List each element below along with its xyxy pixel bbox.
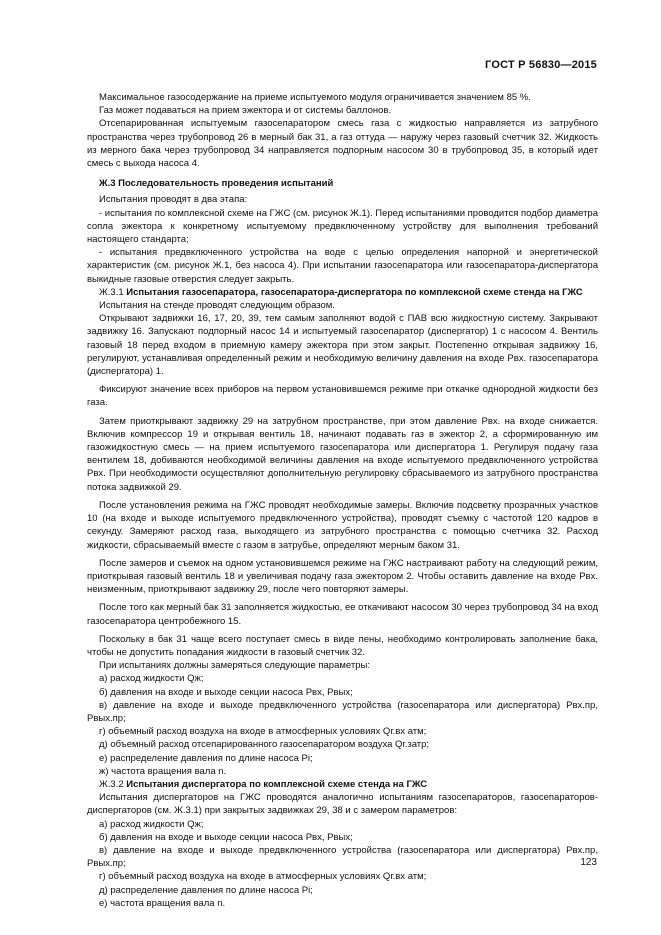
section-heading-j3: Ж.3 Последовательность проведения испытаний: [99, 178, 334, 190]
parameter-item: г) объемный расход воздуха на входе в атмосферных условиях Qг.вх атм;: [99, 726, 427, 738]
subsection-title: Испытания диспергатора по комплексной схеме стенда на ГЖС: [126, 778, 428, 790]
document-body: [87, 91, 598, 910]
parameter-item: б) давления на входе и выходе секции насоса Pвх, Pвых;: [99, 686, 353, 698]
subsection-heading-j31: [87, 286, 598, 299]
page-number: 123: [580, 857, 597, 868]
paragraph: После того как мерный бак 31 заполняется жидкостью, ее откачивают насосом 30 через трубопровод 34 на вход газосепаратора центробежного 15.: [87, 602, 598, 627]
paragraph: Поскольку в бак 31 чаще всего поступает смесь в виде пены, необходимо контролировать заполнение бака, чтобы не допустить попадания жидкости в газовый счетчик 32.: [87, 633, 598, 658]
paragraph: Фиксируют значение всех приборов на первом установившемся режиме при откачке однородной жидкости без газа.: [87, 384, 598, 409]
parameter-item: в) давление на входе и выходе предвключенного устройства (газосепаратора или диспергатора) Pвх.пр, Pвых.пр;: [87, 844, 598, 870]
parameter-item: е) распределение давления по длине насоса Pi;: [99, 752, 313, 764]
subsection-title: Испытания газосепаратора, газосепаратора-диспергатора по комплексной схеме стенда на ГЖС: [126, 286, 583, 298]
subsection-number: Ж.3.2: [99, 778, 124, 790]
paragraph: Испытания диспергаторов на ГЖС проводятся аналогично испытаниям газосепараторов, газосепараторов-диспергаторов (см. Ж.3.1) при закрытых задвижках 29, 38 и с замером параметров:: [87, 792, 598, 817]
document-header: ГОСТ Р 56830—2015: [485, 59, 597, 71]
paragraph: Максимальное газосодержание на приеме испытуемого модуля ограничивается значением 85 %.: [99, 92, 531, 103]
parameter-item: а) расход жидкости Qж;: [99, 673, 204, 685]
parameter-item: ж) частота вращения вала n.: [99, 765, 227, 777]
parameter-item: в) давление на входе и выходе предвключенного устройства (газосепаратора или диспергатора) Pвх.пр, Pвых.пр;: [87, 699, 598, 724]
parameter-item: а) расход жидкости Qж;: [99, 818, 204, 830]
paragraph: Открывают задвижки 16, 17, 20, 39, тем самым заполняют водой с ПАВ всю жидкостную систему. Закрывают задвижку 16. Запускают подпорный насос 14 и испытуемый газосепаратор (диспергатор) 1 с насосом 4. Вентиль газовый 18 перед входом в приемную камеру эжектора при этом закрыт. Постепенно открывая задвижку 16, регулируют, устанавливая определенный режим и необходимую величину давления на входе Pвх. газосепаратора (диспергатора) 1.: [87, 313, 598, 378]
paragraph: Испытания проводят в два этапа:: [99, 194, 248, 206]
paragraph: Отсепарированная испытуемым газосепаратором смесь газа с жидкостью направляется из затрубного пространства через трубопровод 26 в мерный бак 31, а газ оттуда — наружу через газовый счетчик 32. Жидкость из мерного бака через трубопровод 34 направляется подпорным насосом 30 в трубопровод 35, в который идет смесь с выхода насоса 4.: [87, 118, 598, 170]
list-item: - испытания предвключенного устройства на воде с целью определения напорной и энергетической характеристик (см. рисунок Ж.1, без насоса 4). При испытании газосепаратора или газосепаратора-диспергатора выкидные газовые отверстия следует закрыть.: [87, 247, 598, 285]
paragraph: После установления режима на ГЖС проводят необходимые замеры. Включив подсветку прозрачных участков 10 (на входе и выходе испытуемого предвключенного устройства), проводят съемку с частотой 120 кадров в секунду. Замеряют расход газа, выходящего из затрубного пространства с помощью счетчика 32. Расход жидкости, сбрасываемый вместе с газом в затрубье, определяют мерным баком 31.: [87, 499, 598, 551]
subsection-heading-j32: [87, 778, 598, 791]
parameter-item: г) объемный расход воздуха на входе в атмосферных условиях Qг.вх атм;: [99, 871, 427, 883]
paragraph: Газ может подаваться на прием эжектора и от системы баллонов.: [99, 105, 392, 117]
parameter-item: б) давления на входе и выходе секции насоса Pвх, Pвых;: [99, 831, 353, 843]
paragraph: Испытания на стенде проводят следующим образом.: [99, 300, 335, 312]
subsection-number: Ж.3.1: [99, 286, 124, 298]
parameter-item: д) объемный расход отсепарированного газосепаратором воздуха Qг.затр;: [99, 739, 430, 751]
paragraph: После замеров и съемок на одном установившемся режиме на ГЖС настраивают работу на следующий режим, приоткрывая газовый вентиль 18 и увеличивая подачу газа эжектором 2. Чтобы оставить давление на входе Pвх. неизменным, приоткрывают задвижку 29, после чего повторяют замеры.: [87, 557, 598, 596]
paragraph: При испытаниях должны замеряться следующие параметры:: [99, 660, 370, 672]
list-item: - испытания по комплексной схеме на ГЖС (см. рисунок Ж.1). Перед испытаниями проводится подбор диаметра сопла эжектора к конкретному испытуемому предвключенному устройству для выполнения требований настоящего стандарта;: [87, 207, 598, 246]
parameter-item: д) распределение давления по длине насоса Pi;: [99, 884, 313, 896]
paragraph: Затем приоткрывают задвижку 29 на затрубном пространстве, при этом давление Pвх. на входе снижается. Включив компрессор 19 и открывая вентиль 18, начинают подавать газ в эжектор 2, а сформированную им газожидкостную смесь — на прием испытуемого газосепаратора или диспергатора 1. Регулируя подачу газа вентилем 18, добиваются необходимой величины давления на входе испытуемого предвключенного устройства Pвх. При необходимости осуществляют дополнительную регулировку сбрасываемого из затрубного пространства потока задвижкой 29.: [87, 415, 598, 493]
parameter-item: е) частота вращения вала n.: [99, 897, 226, 909]
